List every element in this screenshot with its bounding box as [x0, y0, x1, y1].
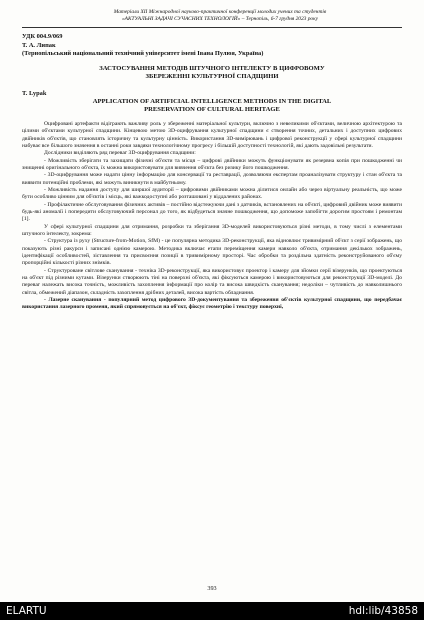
list-item: - Можливість зберігати та захищати фізичні об'єкти та місця – цифрові двійники можуть функціонувати як резервна копія при пошкодженні чи знищенні оригінального об'єкта, їх можна використовувати для вивчення об'єкта без ризику його пошкодження.	[22, 157, 402, 171]
title-english	[22, 98, 402, 115]
header-rule	[22, 27, 402, 28]
list-item: - 3D-оцифрування може надати цінну інформацію для консервації та реставрації, дозволяючи експертам проаналізувати структуру і стан об'єкта та виявити потенційні проблеми, які можуть виникнути в майбутньому.	[22, 172, 402, 186]
title-uk-line-2: ЗБЕРЕЖЕННІ КУЛЬТУРНОЇ СПАДЩИНИ	[145, 73, 279, 81]
list-item: - Структура із руху (Structure-from-Motion, SfM) - це популярна методика 3D-реконструкції, яка відновлює тривимірний об'єкт з серії зображень, що показують різні ракурси і записані однією камерою. Методика включає етапи переміщення камери навколо об'єкта, отримання декількох зображень, ідентифікації особливостей, зіставлення та присвоєння позиції в тривимірному просторі. Час обробки та роздільна здатність реконструйованого об'єму пропорційні кількості різних знімків.	[22, 238, 402, 267]
header-line-1: Матеріали XII Міжнародної науково-практичної конференції молодих учених та студентів	[113, 9, 327, 15]
author-name-english: T. Lypak	[22, 89, 47, 97]
handle-identifier: hdl:lib/43858	[348, 605, 418, 617]
header-line-2: «АКТУАЛЬНІ ЗАДАЧІ СУЧАСНИХ ТЕХНОЛОГІЙ» – Тернопіль, 6-7 грудня 2023 року	[121, 16, 319, 22]
title-en-line-1: APPLICATION OF ARTIFICIAL INTELLIGENCE METHODS IN THE DIGITAL	[92, 98, 332, 105]
list-item: - Лазерне сканування - популярний метод цифрового 3D-документування та збереження об'єктів культурної спадщини, що передбачає використання лазерного променя, який спрямовується на об'єкт, фіксує геометрію і текстуру поверхні,	[22, 297, 402, 311]
article-body	[22, 121, 402, 312]
list-item: - Структуроване світлове сканування - техніка 3D-реконструкції, яка використовує проектор і камеру для зйомки серії візерунків, що проектуються на об'єкт під різними кутами. Візерунки створюють тіні на поверхні об'єкта, які фіксуються камерою і використовуються для реконструкції 3D-моделі. До переваг належать висока точність, можливість захоплення інформації про колір та висока швидкість сканування; недоліки – чутливість до навколишнього світла, обмежений діапазон, складність захоплення дрібних деталей, висока вартість обладнання.	[22, 267, 402, 296]
article-content	[22, 33, 402, 312]
repository-name: ELARTU	[6, 605, 47, 617]
page-number: 393	[207, 585, 217, 592]
author-affiliation: (Тернопільський національний технічний університет імені Івана Пулюя, Україна)	[22, 50, 264, 58]
paragraph: Дослідники виділяють ряд переваг 3D-оцифрування спадщини:	[44, 150, 196, 157]
title-en-line-2: PRESERVATION OF CULTURAL HERITAGE	[144, 106, 280, 114]
list-item: - Профілактичне обслуговування фізичних активів – постійно відстежуючи дані з датчиків, встановлених на об'єкті, цифровий двійник може виявити будь-які аномалії і попередити обслуговуючий персонал до того, як відбудеться значне пошкодження, що допоможе запобігти дорогим простоям і ремонтам [1].	[22, 201, 402, 223]
list-item: - Можливість надання доступу для ширшої аудиторії – цифровими двійниками можна ділитися онлайн або через віртуальну реальність, що може бути особливо цінним для об'єктів і місць, які важкодоступні або розташовані у віддалених районах.	[22, 186, 402, 201]
paragraph: У сфері культурної спадщини для отримання, розробки та зберігання 3D-моделей використовуються різні методи, в тому числі з елементами штучного інтелекту, зокрема:	[22, 223, 402, 237]
running-header	[50, 9, 390, 23]
title-ukrainian	[22, 65, 402, 82]
udc-code: УДК 004.9/069	[22, 33, 63, 40]
paragraph: Оцифровані артефакти відіграють важливу роль у збереженні матеріальної культури, включно з невеликими об'єктами, величною архітектурою та цілими об'єктами культурної спадщини. Кінцевою метою 3D-оцифрування культурної спадщини є створення точних, детальних і доступних цифрових двійників об'єктів, що становлять історичну та культурну цінність. Використання 3D-вимірювань і цифрової реконструкції у сфері культурної спадщини набуває все більшого значення в останні роки завдяки технологічному прогресу і більшій доступності технологій, які дають задовільні результати.	[22, 120, 402, 149]
author-name: Т. А. Липак	[22, 41, 56, 49]
repository-footer-bar	[0, 602, 424, 620]
title-uk-line-1: ЗАСТОСУВАННЯ МЕТОДІВ ШТУЧНОГО ІНТЕЛЕКТУ В ЦИФРОВОМУ	[99, 64, 325, 72]
